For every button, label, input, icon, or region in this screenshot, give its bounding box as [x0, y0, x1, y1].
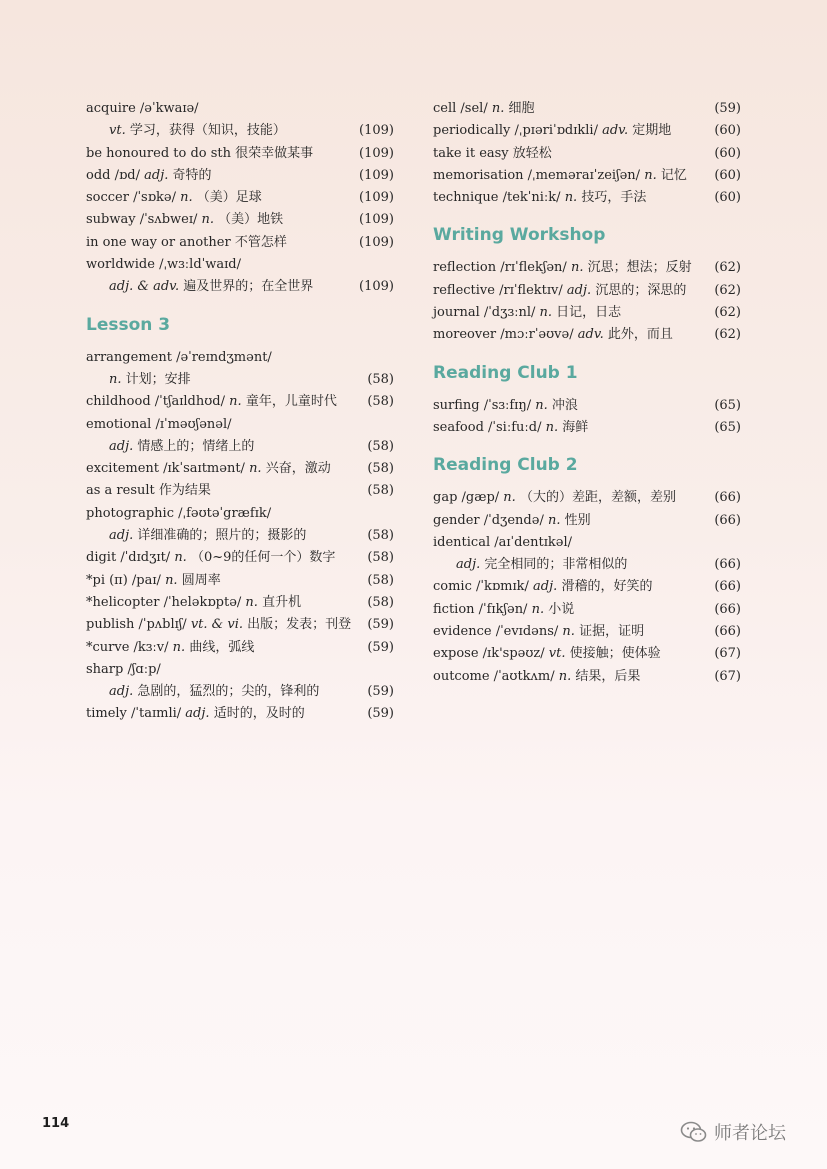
entry-word: reflective /rɪˈflektɪv/	[433, 282, 563, 298]
entry-definition: 奇特的	[172, 167, 212, 183]
entry-page-ref: (58)	[367, 572, 394, 588]
entry-text	[433, 395, 578, 417]
entry-part-of-speech: n.	[174, 550, 187, 566]
entry-page-ref: (60)	[714, 123, 741, 139]
entry-definition: 详细准确的；照片的；摄影的	[137, 528, 307, 544]
glossary-entry	[86, 659, 394, 681]
entry-text	[433, 257, 692, 279]
entry-text	[86, 547, 335, 569]
entry-part-of-speech: n.	[229, 394, 242, 410]
glossary-entry	[433, 257, 741, 279]
glossary-entry	[433, 324, 741, 346]
entry-definition: 细胞	[508, 101, 535, 116]
entry-text	[86, 592, 301, 614]
entry-word: publish /ˈpʌblɪʃ/	[86, 617, 187, 633]
entry-text	[433, 510, 591, 532]
entry-definition: 沉思；想法；反射	[587, 260, 692, 276]
page-number: 114	[42, 1116, 70, 1131]
entry-text	[109, 276, 313, 298]
entry-part-of-speech: adv.	[577, 327, 604, 343]
entry-definition: 情感上的；情绪上的	[137, 438, 255, 454]
entry-text	[86, 347, 272, 369]
entry-word: take it easy	[433, 145, 509, 161]
entry-text	[86, 391, 337, 413]
entry-word: comic /ˈkɒmɪk/	[433, 579, 529, 595]
entry-text	[433, 324, 673, 346]
entry-text	[86, 187, 262, 209]
entry-definition: 记忆	[660, 167, 687, 183]
section-heading-reading-club-1: Reading Club 1	[433, 362, 578, 383]
entry-definition: 很荣幸做某事	[235, 145, 314, 161]
entry-part-of-speech: adj.	[566, 282, 592, 298]
glossary-entry	[86, 458, 394, 480]
glossary-block	[433, 257, 741, 346]
glossary-entry	[433, 187, 741, 209]
entry-page-ref	[388, 254, 394, 276]
entry-part-of-speech: n.	[570, 260, 584, 276]
watermark-text: 师者论坛	[714, 1123, 786, 1144]
entry-page-ref: (58)	[367, 394, 394, 410]
entry-definition: 滑稽的，好笑的	[561, 579, 653, 595]
glossary-entry	[86, 232, 394, 254]
entry-text	[86, 503, 271, 525]
glossary-entry	[433, 417, 741, 439]
entry-definition: 放轻松	[512, 145, 552, 161]
entry-word: *helicopter /ˈheləkɒptə/	[86, 594, 242, 610]
entry-text	[86, 232, 287, 254]
glossary-entry	[433, 302, 741, 324]
entry-page-ref: (66)	[714, 512, 741, 528]
entry-text	[433, 532, 572, 554]
glossary-entry	[86, 703, 394, 725]
entry-text	[433, 143, 552, 165]
entry-word: arrangement /əˈreɪndʒmənt/	[86, 349, 272, 365]
entry-part-of-speech: vt.	[548, 646, 566, 662]
entry-page-ref: (59)	[367, 639, 394, 655]
entry-part-of-speech: adj.	[533, 579, 558, 595]
glossary-entry	[86, 414, 394, 436]
entry-definition: 沉思的；深思的	[595, 282, 687, 298]
entry-text	[433, 643, 661, 665]
entry-page-ref: (67)	[714, 646, 741, 662]
entry-text	[433, 487, 676, 509]
glossary-entry	[86, 98, 394, 120]
entry-page-ref: (58)	[367, 461, 394, 477]
glossary-entry	[433, 643, 741, 665]
entry-page-ref: (66)	[714, 601, 741, 617]
entry-definition: 直升机	[262, 594, 302, 610]
entry-definition: 证据，证明	[579, 624, 645, 640]
entry-text	[433, 187, 646, 209]
entry-definition: 兴奋，激动	[265, 461, 331, 477]
entry-page-ref: (60)	[714, 190, 741, 206]
glossary-block	[433, 487, 741, 688]
glossary-entry	[86, 525, 394, 547]
glossary-entry	[86, 276, 394, 298]
entry-word: be honoured to do sth	[86, 145, 232, 161]
glossary-entry	[433, 165, 741, 187]
entry-page-ref: (59)	[367, 684, 394, 700]
entry-text	[109, 120, 286, 142]
entry-text	[86, 703, 305, 725]
section-heading-writing-workshop: Writing Workshop	[433, 225, 606, 246]
entry-word: surfing /ˈsɜːfɪŋ/	[433, 397, 532, 413]
entry-text	[109, 681, 319, 703]
entry-page-ref: (109)	[359, 123, 394, 139]
section-heading-lesson3: Lesson 3	[86, 314, 171, 335]
entry-definition: （美）地铁	[218, 212, 284, 228]
entry-part-of-speech: n.	[172, 639, 186, 655]
glossary-entry	[86, 254, 394, 276]
entry-page-ref: (58)	[367, 438, 394, 454]
entry-text	[433, 120, 671, 142]
entry-part-of-speech: adj. & adv.	[109, 279, 180, 295]
entry-part-of-speech: adj.	[109, 438, 134, 454]
entry-definition: 适时的，及时的	[213, 706, 305, 722]
entry-page-ref: (66)	[714, 557, 741, 573]
entry-page-ref: (59)	[367, 706, 394, 722]
entry-part-of-speech: n.	[545, 419, 559, 435]
entry-page-ref: (65)	[714, 419, 741, 435]
entry-definition: 作为结果	[158, 483, 211, 499]
entry-definition: 不管怎样	[234, 234, 287, 250]
entry-definition: 童年，儿童时代	[245, 394, 337, 410]
entry-word: worldwide /ˌwɜːldˈwaɪd/	[86, 257, 241, 273]
entry-word: cell /sel/	[433, 101, 488, 116]
entry-part-of-speech: adj.	[185, 706, 210, 722]
entry-page-ref: (58)	[367, 550, 394, 566]
entry-text	[433, 165, 687, 187]
glossary-entry	[86, 503, 394, 525]
entry-word: fiction /ˈfɪkʃən/	[433, 601, 528, 617]
entry-word: childhood /ˈtʃaɪldhʊd/	[86, 394, 226, 410]
entry-definition: 曲线，弧线	[189, 639, 255, 655]
entry-page-ref: (65)	[714, 397, 741, 413]
entry-text	[86, 659, 161, 681]
entry-text	[433, 417, 588, 439]
entry-part-of-speech: n.	[245, 594, 258, 610]
entry-word: soccer /ˈsɒkə/	[86, 190, 176, 206]
entry-word: emotional /ɪˈməʊʃənəl/	[86, 416, 232, 432]
left-column	[86, 98, 394, 726]
entry-word: *curve /kɜːv/	[86, 639, 169, 655]
entry-definition: 圆周率	[181, 572, 221, 588]
entry-definition: 结果，后果	[575, 668, 641, 684]
entry-page-ref	[388, 98, 394, 120]
entry-part-of-speech: vt. & vi.	[190, 617, 243, 633]
entry-part-of-speech: n.	[644, 167, 657, 183]
glossary-entry	[86, 436, 394, 458]
entry-word: memorisation /ˌmeməraɪˈzeiʃən/	[433, 167, 641, 183]
glossary-entry	[433, 487, 741, 509]
entry-text	[109, 436, 254, 458]
entry-definition: 出版；发表；刊登	[247, 617, 352, 633]
entry-text	[109, 369, 191, 391]
entry-page-ref	[388, 503, 394, 525]
glossary-entry	[86, 480, 394, 502]
entry-page-ref: (58)	[367, 594, 394, 610]
glossary-entry	[433, 120, 741, 142]
entry-definition: 冲浪	[551, 397, 578, 413]
glossary-entry	[86, 637, 394, 659]
glossary-entry	[433, 554, 741, 576]
entry-part-of-speech: adj.	[109, 528, 134, 544]
entry-page-ref: (58)	[367, 371, 394, 387]
entry-text	[433, 280, 686, 302]
glossary-entry	[433, 143, 741, 165]
entry-text	[433, 621, 644, 643]
glossary-entry	[86, 547, 394, 569]
entry-definition: 急剧的，猛烈的；尖的，锋利的	[137, 684, 320, 700]
glossary-block	[86, 347, 394, 726]
glossary-entry	[86, 391, 394, 413]
entry-definition: 计划；安排	[125, 371, 191, 387]
entry-part-of-speech: n.	[109, 371, 122, 387]
glossary-block	[433, 98, 741, 209]
entry-part-of-speech: n.	[531, 601, 545, 617]
entry-page-ref: (62)	[714, 282, 741, 298]
entry-word: gender /ˈdʒendə/	[433, 512, 544, 528]
glossary-entry	[433, 510, 741, 532]
entry-part-of-speech: n.	[547, 512, 561, 528]
entry-page-ref: (59)	[367, 617, 394, 633]
entry-text	[433, 302, 621, 324]
glossary-entry	[433, 666, 741, 688]
wechat-icon	[680, 1121, 708, 1143]
entry-word: journal /ˈdʒɜːnl/	[433, 305, 536, 321]
entry-definition: 此外，而且	[607, 327, 673, 343]
right-column	[433, 98, 741, 688]
entry-page-ref: (109)	[359, 167, 394, 183]
entry-text	[86, 209, 283, 231]
entry-part-of-speech: adj.	[109, 684, 134, 700]
entry-definition: 小说	[548, 601, 575, 617]
entry-word: technique /tekˈniːk/	[433, 190, 561, 206]
glossary-entry	[86, 614, 394, 636]
entry-definition: （0~9的任何一个）数字	[190, 550, 336, 566]
entry-text	[86, 637, 254, 659]
glossary-block	[86, 98, 394, 299]
entry-definition: （大的）差距，差额，差别	[519, 490, 676, 506]
entry-definition: 使接触；使体验	[569, 646, 661, 662]
entry-definition: 定期地	[632, 123, 672, 139]
glossary-entry	[433, 395, 741, 417]
entry-page-ref	[735, 532, 741, 554]
entry-text	[86, 414, 232, 436]
entry-part-of-speech: n.	[539, 305, 553, 321]
entry-word: seafood /ˈsiːfuːd/	[433, 419, 542, 435]
glossary-entry	[433, 621, 741, 643]
glossary-entry	[433, 576, 741, 598]
entry-text	[86, 570, 221, 592]
entry-definition: （美）足球	[196, 190, 262, 206]
entry-part-of-speech: adv.	[602, 123, 629, 139]
glossary-entry	[86, 209, 394, 231]
entry-page-ref: (109)	[359, 234, 394, 250]
glossary-entry	[86, 369, 394, 391]
glossary-entry	[433, 280, 741, 302]
entry-word: outcome /ˈaʊtkʌm/	[433, 668, 555, 684]
entry-part-of-speech: adj.	[144, 167, 169, 183]
entry-word: acquire /əˈkwaɪə/	[86, 101, 199, 116]
entry-part-of-speech: n.	[249, 461, 262, 477]
glossary-entry	[86, 592, 394, 614]
entry-page-ref: (66)	[714, 624, 741, 640]
entry-page-ref: (66)	[714, 579, 741, 595]
entry-text	[86, 458, 331, 480]
entry-word: as a result	[86, 483, 155, 499]
entry-word: photographic /ˌfəʊtəˈgræfɪk/	[86, 505, 272, 521]
entry-page-ref	[388, 659, 394, 681]
entry-text	[109, 525, 306, 547]
entry-word: sharp /ʃɑːp/	[86, 661, 161, 677]
entry-definition: 学习，获得（知识，技能）	[129, 123, 286, 139]
glossary-entry	[86, 347, 394, 369]
entry-part-of-speech: n.	[503, 490, 516, 506]
entry-text	[86, 143, 313, 165]
entry-text	[86, 254, 241, 276]
glossary-entry	[86, 120, 394, 142]
glossary-entry	[86, 187, 394, 209]
glossary-entry	[86, 570, 394, 592]
entry-page-ref: (58)	[367, 528, 394, 544]
entry-definition: 完全相同的；非常相似的	[484, 557, 628, 573]
glossary-entry	[86, 165, 394, 187]
entry-word: reflection /rɪˈflekʃən/	[433, 260, 567, 276]
entry-word: odd /ɒd/	[86, 167, 141, 183]
glossary-entry	[86, 681, 394, 703]
entry-word: evidence /ˈevɪdəns/	[433, 624, 559, 640]
entry-page-ref: (109)	[359, 212, 394, 228]
entry-definition: 遍及世界的；在全世界	[183, 279, 314, 295]
entry-page-ref: (109)	[359, 145, 394, 161]
entry-part-of-speech: n.	[165, 572, 178, 588]
entry-part-of-speech: n.	[535, 397, 548, 413]
glossary-entry	[433, 98, 741, 120]
glossary-entry	[433, 599, 741, 621]
entry-word: subway /ˈsʌbweɪ/	[86, 212, 198, 228]
entry-definition: 技巧，手法	[581, 190, 647, 206]
entry-word: identical /aɪˈdentɪkəl/	[433, 534, 572, 550]
entry-part-of-speech: vt.	[109, 123, 126, 139]
entry-page-ref: (66)	[714, 490, 741, 506]
entry-text	[433, 576, 652, 598]
entry-page-ref: (62)	[714, 327, 741, 343]
entry-text	[86, 98, 199, 120]
entry-text	[433, 98, 535, 120]
entry-page-ref: (67)	[714, 668, 741, 684]
section-heading-reading-club-2: Reading Club 2	[433, 455, 578, 476]
entry-part-of-speech: n.	[491, 101, 505, 116]
entry-text	[86, 165, 212, 187]
entry-definition: 日记，日志	[556, 305, 622, 321]
entry-text	[86, 614, 351, 636]
entry-word: moreover /mɔːrˈəʊvə/	[433, 327, 574, 343]
entry-definition: 性别	[564, 512, 591, 528]
entry-text	[456, 554, 627, 576]
entry-part-of-speech: n.	[564, 190, 578, 206]
entry-definition: 海鲜	[562, 419, 589, 435]
watermark	[680, 1119, 786, 1145]
entry-page-ref: (59)	[714, 101, 741, 116]
entry-page-ref: (62)	[714, 305, 741, 321]
entry-part-of-speech: n.	[558, 668, 572, 684]
entry-page-ref	[388, 347, 394, 369]
entry-word: excitement /ɪkˈsaɪtmənt/	[86, 461, 245, 477]
entry-word: gap /gæp/	[433, 490, 500, 506]
glossary-entry	[433, 532, 741, 554]
entry-word: digit /ˈdɪdʒɪt/	[86, 550, 171, 566]
entry-page-ref: (58)	[367, 483, 394, 499]
entry-part-of-speech: n.	[180, 190, 193, 206]
entry-word: expose /ɪk'spəʊz/	[433, 646, 545, 662]
entry-text	[433, 599, 574, 621]
entry-page-ref: (109)	[359, 190, 394, 206]
entry-word: periodically /ˌpɪəriˈɒdɪkli/	[433, 123, 598, 139]
entry-page-ref	[388, 414, 394, 436]
entry-page-ref: (60)	[714, 167, 741, 183]
entry-part-of-speech: n.	[562, 624, 575, 640]
entry-word: *pi (π) /paɪ/	[86, 572, 161, 588]
entry-page-ref: (62)	[714, 260, 741, 276]
entry-page-ref: (60)	[714, 145, 741, 161]
entry-text	[433, 666, 640, 688]
entry-word: in one way or another	[86, 234, 231, 250]
entry-word: timely /ˈtaɪmli/	[86, 706, 182, 722]
entry-page-ref: (109)	[359, 279, 394, 295]
glossary-entry	[86, 143, 394, 165]
entry-text	[86, 480, 211, 502]
entry-part-of-speech: n.	[201, 212, 215, 228]
entry-part-of-speech: adj.	[456, 557, 481, 573]
glossary-block	[433, 395, 741, 440]
